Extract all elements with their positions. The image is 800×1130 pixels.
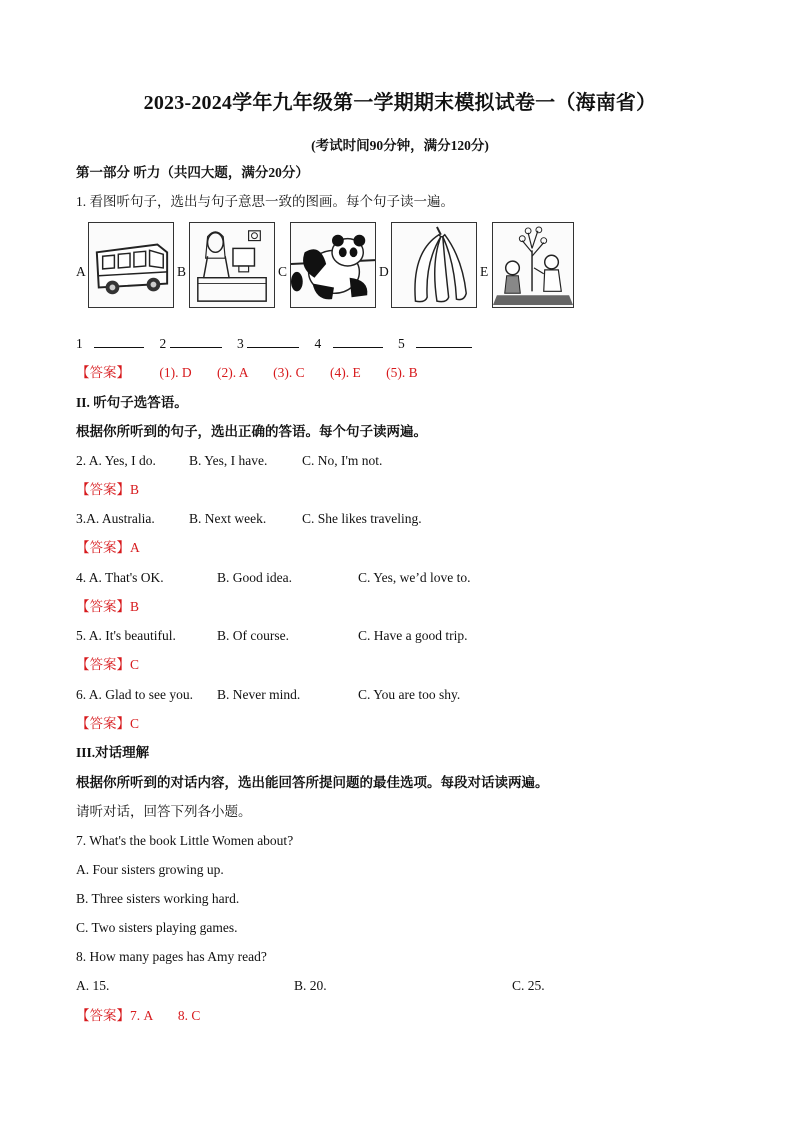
bus-icon — [88, 222, 174, 308]
question-8: 8. How many pages has Amy read? — [76, 949, 267, 964]
answer-label: 【答案】 — [76, 657, 130, 672]
picture-letter-b: B — [177, 264, 187, 279]
answer-label: 【答案】 — [76, 482, 130, 497]
question-5-answer — [76, 656, 139, 674]
question-7: 7. What's the book Little Women about? — [76, 833, 294, 848]
question-8-option-c: C. 25. — [512, 978, 545, 993]
page-title: 2023-2024学年九年级第一学期期末模拟试卷一（海南省） — [143, 92, 657, 114]
question-2-answer — [76, 481, 139, 499]
answer-value: (3). C — [273, 365, 305, 380]
answer-value: (5). B — [386, 365, 418, 380]
question-5-option-a: 5. A. It's beautiful. — [76, 628, 176, 643]
woman-at-computer-icon — [189, 222, 275, 308]
question-7-option-a: A. Four sisters growing up. — [76, 862, 224, 877]
picture-letter-a: A — [76, 264, 86, 279]
part1-heading: 第一部分 听力（共四大题，满分20分） — [76, 165, 309, 180]
answer-value: 8. C — [177, 1008, 201, 1023]
section2-instruction: 根据你所听到的句子，选出正确的答语。每个句子读两遍。 — [76, 424, 427, 439]
bananas-icon — [391, 222, 477, 308]
question-7-option-c: C. Two sisters playing games. — [76, 920, 238, 935]
answer-value: B — [130, 599, 140, 614]
answer-label: 【答案】 — [76, 599, 130, 614]
question-6-option-b: B. Never mind. — [217, 687, 301, 702]
answer-label: 【答案】 — [76, 1008, 130, 1023]
question-6-option-a: 6. A. Glad to see you. — [76, 687, 193, 702]
question-8-option-a: A. 15. — [76, 978, 110, 993]
answer-label: 【答案】 — [76, 716, 130, 731]
answer-blank[interactable] — [170, 335, 222, 348]
question-5-option-b: B. Of course. — [217, 628, 289, 643]
section3-heading: III.对话理解 — [76, 745, 150, 760]
answer-label: 【答案】 — [76, 365, 130, 380]
answer-value: (4). E — [330, 365, 361, 380]
answer-value: A — [130, 540, 140, 555]
picture-letter-d: D — [379, 264, 389, 279]
question-3-option-a: 3.A. Australia. — [76, 511, 155, 526]
blank-label: 2 — [159, 336, 167, 351]
blank-label: 3 — [237, 336, 244, 351]
question-4-option-c: C. Yes, we’d love to. — [358, 570, 471, 585]
answer-blanks-row — [76, 335, 472, 353]
blank-label: 5 — [398, 336, 405, 351]
answer-value: C — [130, 716, 140, 731]
children-planting-tree-icon — [492, 222, 574, 308]
question-4-answer — [76, 598, 139, 616]
question-7-option-b: B. Three sisters working hard. — [76, 891, 240, 906]
answer-value: C — [130, 657, 140, 672]
blank-label: 4 — [314, 336, 322, 351]
question-3-option-b: B. Next week. — [189, 511, 267, 526]
section3-prompt: 请听对话，回答下列各小题。 — [76, 804, 252, 819]
answer-blank[interactable] — [247, 335, 299, 348]
picture-letter-e: E — [480, 264, 489, 279]
answer-value: B — [130, 482, 140, 497]
question-6-option-c: C. You are too shy. — [358, 687, 461, 702]
question-8-option-b: B. 20. — [294, 978, 327, 993]
question-5-option-c: C. Have a good trip. — [358, 628, 468, 643]
picture-letter-c: C — [278, 264, 288, 279]
panda-icon — [290, 222, 376, 308]
answer-blank[interactable] — [333, 335, 383, 348]
question-2-option-a: 2. A. Yes, I do. — [76, 453, 156, 468]
section3-answer-row — [76, 1007, 200, 1025]
section2-heading: II. 听句子选答语。 — [76, 395, 188, 410]
q1-answer-row — [76, 364, 418, 382]
answer-value: (2). A — [217, 365, 248, 380]
question-4-option-a: 4. A. That's OK. — [76, 570, 164, 585]
section3-instruction: 根据你所听到的对话内容，选出能回答所提问题的最佳选项。每段对话读两遍。 — [76, 775, 549, 790]
question-3-answer — [76, 539, 140, 557]
answer-blank[interactable] — [416, 335, 472, 348]
question-2-option-b: B. Yes, I have. — [189, 453, 268, 468]
question-6-answer — [76, 715, 139, 733]
exam-info: (考试时间90分钟，满分120分) — [311, 138, 489, 153]
answer-blank[interactable] — [94, 335, 144, 348]
q1-instruction: 1. 看图听句子，选出与句子意思一致的图画。每个句子读一遍。 — [76, 194, 454, 209]
answer-label: 【答案】 — [76, 540, 130, 555]
answer-value: 7. A — [130, 1008, 153, 1023]
blank-label: 1 — [76, 336, 83, 351]
question-2-option-c: C. No, I'm not. — [302, 453, 383, 468]
question-3-option-c: C. She likes traveling. — [302, 511, 422, 526]
answer-value: (1). D — [159, 365, 192, 380]
question-4-option-b: B. Good idea. — [217, 570, 292, 585]
